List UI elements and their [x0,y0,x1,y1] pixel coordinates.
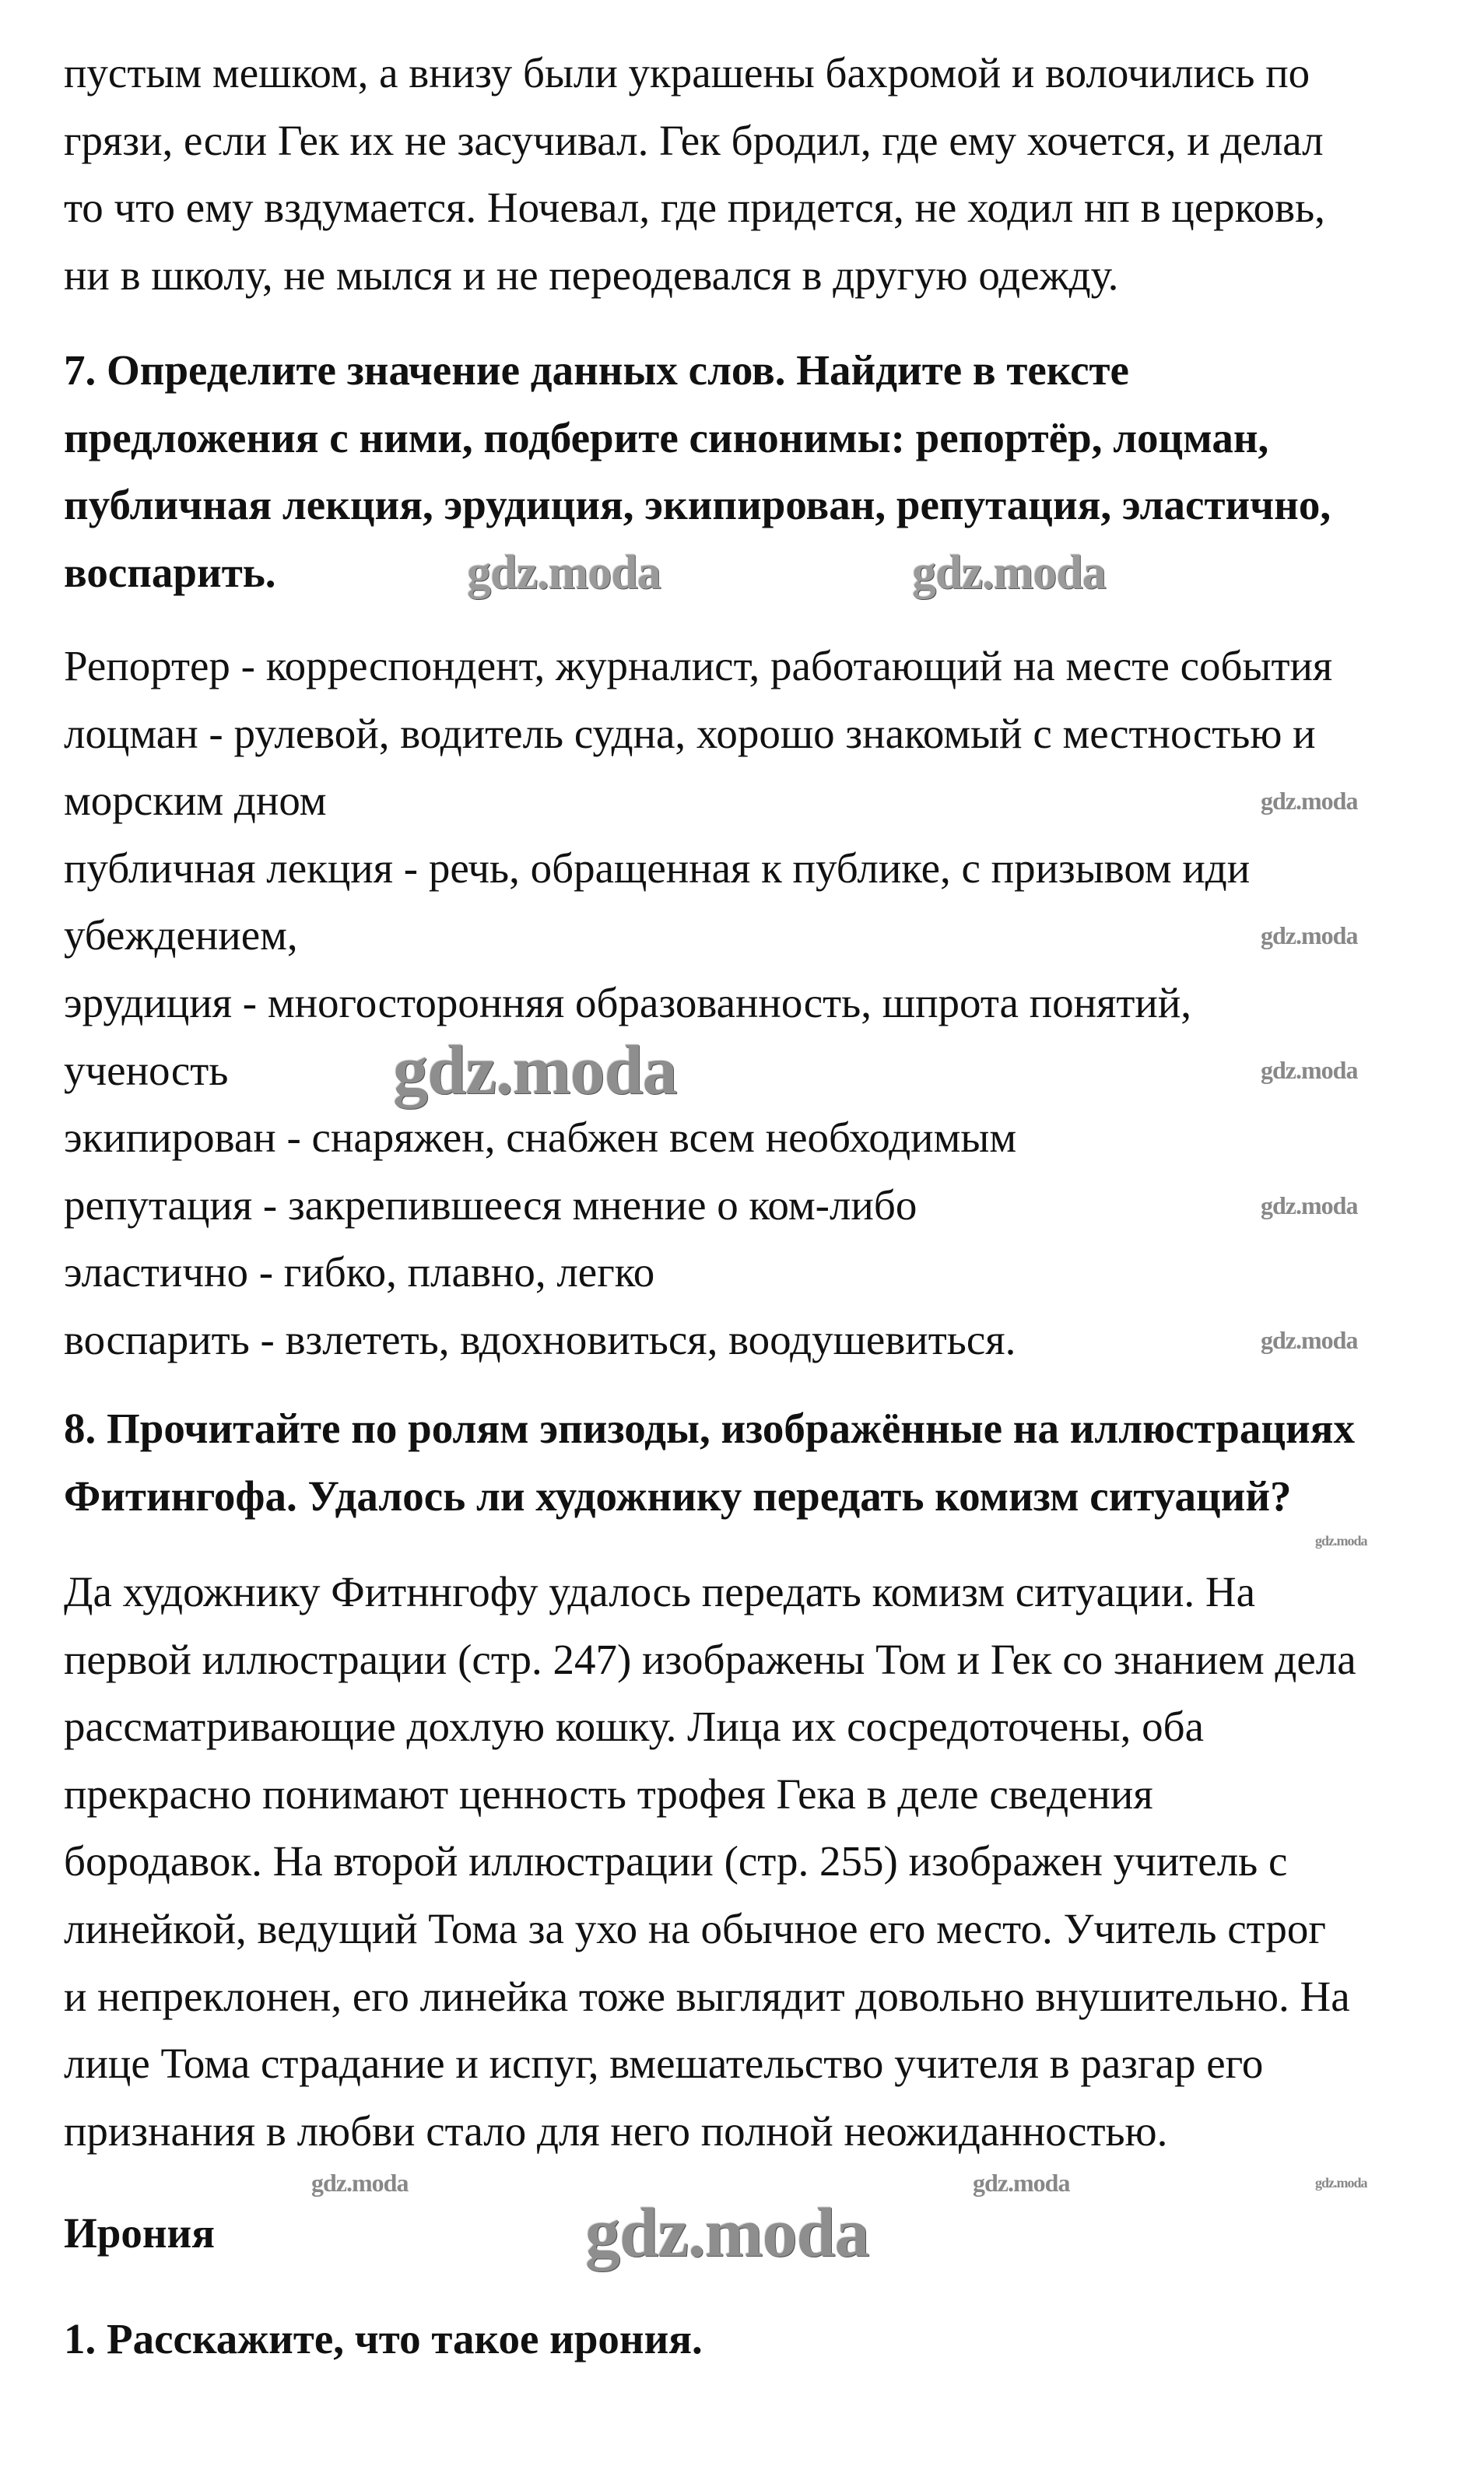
watermark-logo: gdz.moda [311,2169,409,2197]
question-8-heading [64,1395,1355,1530]
heading-line: предложения с ними, подберите синонимы: репортёр, лоцман, [64,413,1269,461]
text-line: убеждением, [64,911,298,959]
text-line: публичная лекция - речь, обращенная к публике, с призывом иди [64,844,1251,892]
answer-8 [64,1559,1356,2165]
watermark-logo: gdz.moda [912,546,1106,599]
text-line: эрудиция - многосторонняя образованность, шпрота понятий, [64,978,1192,1026]
watermark-logo: gdz.moda [1261,921,1358,949]
text-line: репутация - закрепившееся мнение о ком-либо [64,1180,917,1229]
watermark-logo: gdz.moda [393,1032,677,1109]
heading-line: публичная лекция, эрудиция, экипирован, репутация, эластично, [64,481,1331,529]
text-line: рассматривающие дохлую кошку. Лица их сосредоточены, оба [64,1703,1204,1751]
text-line: эластично - гибко, плавно, легко [64,1248,655,1296]
heading-line: 1. Расскажите, что такое ирония. [64,2315,703,2363]
text-line: ученость [64,1046,229,1094]
text-line: лице Тома страдание и испуг, вмешательство учителя в разгар его [64,2040,1264,2088]
watermark-logo: gdz.moda [1315,1533,1367,1549]
text-line: признания в любви стало для него полной неожиданностью. [64,2106,1168,2155]
question-7-heading [64,337,1331,606]
text-line: пустым мешком, а внизу были украшены бахромой и волочились по [64,49,1310,96]
text-line: прекрасно понимают ценность трофея Гека в деле сведения [64,1770,1153,1818]
watermark-logo: gdz.moda [973,2169,1070,2197]
text-line: первой иллюстрации (стр. 247) изображены Том и Гек со знанием дела [64,1635,1356,1683]
text-line: морским дном [64,777,327,825]
watermark-logo: gdz.moda [1261,787,1358,815]
text-line: линейкой, ведущий Тома за ухо на обычное его место. Учитель строг [64,1904,1326,1952]
heading-line: воспарить. [64,548,276,596]
text-line: то что ему вздумается. Ночевал, где придется, не ходил нп в церковь, [64,184,1325,232]
heading-line: Фитингофа. Удалось ли художнику передать комизм ситуаций? [64,1472,1292,1520]
watermark-logo: gdz.moda [1261,1191,1358,1219]
paragraph-intro [64,40,1325,309]
text-line: Да художнику Фитннгофу удалось передать комизм ситуации. На [64,1568,1256,1615]
watermark-logo: gdz.moda [585,2194,869,2271]
irony-question-1 [64,2306,703,2373]
watermark-logo: gdz.moda [1315,2175,1367,2191]
text-line: грязи, если Гек их не засучивал. Гек бродил, где ему хочется, и делал [64,116,1324,164]
text-line: ни в школу, не мылся и не переодевался в другую одежду. [64,251,1119,299]
text-line: и непреклонен, его линейка тоже выглядит довольно внушительно. На [64,1972,1350,2020]
text-line: бородавок. На второй иллюстрации (стр. 255) изображен учитель с [64,1837,1288,1885]
text-line: воспарить - взлететь, вдохновиться, воодушевиться. [64,1315,1016,1363]
text-line: Репортер - корреспондент, журналист, работающий на месте события [64,642,1333,689]
watermark-logo: gdz.moda [1261,1056,1358,1084]
watermark-logo: gdz.moda [1261,1326,1358,1354]
text-line: экипирован - снаряжен, снабжен всем необходимым [64,1114,1017,1162]
section-irony-title [64,2200,215,2268]
heading-line: 8. Прочитайте по ролям эпизоды, изображённые на иллюстрациях [64,1405,1355,1452]
text-line: лоцман - рулевой, водитель судна, хорошо знакомый с местностью и [64,709,1316,757]
watermark-logo: gdz.moda [467,546,661,599]
answer-7 [64,633,1332,1374]
section-title: Ирония [64,2209,216,2257]
heading-line: 7. Определите значение данных слов. Найдите в тексте [64,346,1129,394]
